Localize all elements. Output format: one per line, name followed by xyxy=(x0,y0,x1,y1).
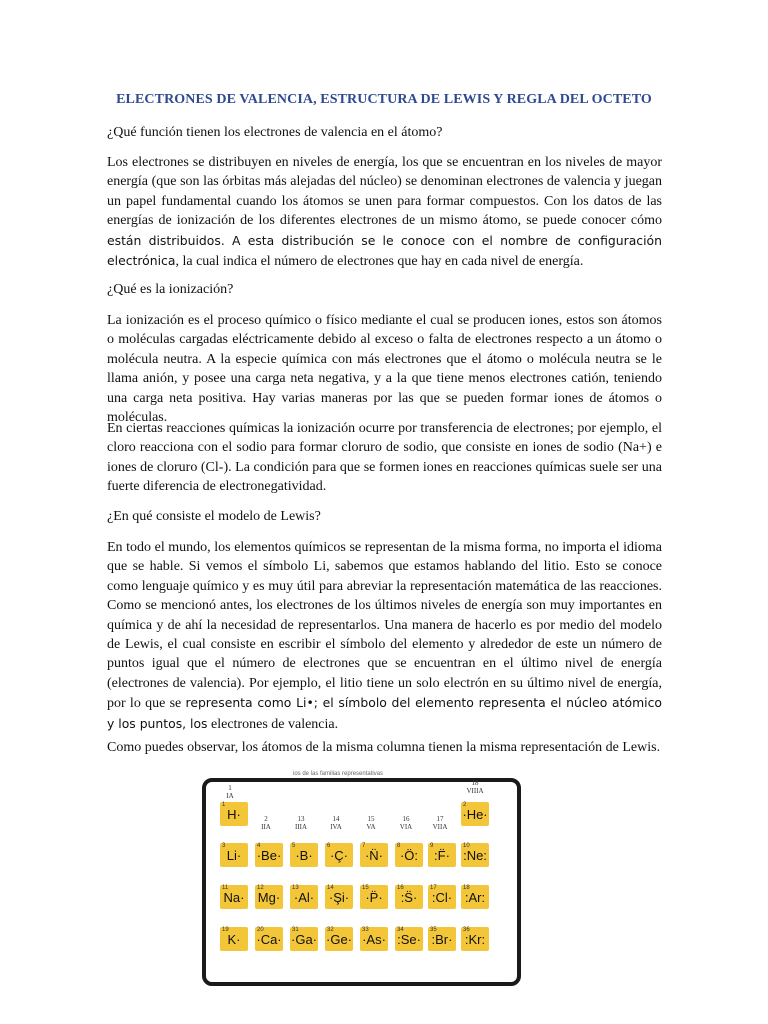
element-cell-na: 11 Na· xyxy=(220,885,248,909)
element-cell-be: 4 ·Be· xyxy=(255,843,283,867)
paragraph-ion-transfer: En ciertas reacciones químicas la ionización ocurre por transferencia de electrones; por ejemplo, el cloro reacciona con el sodio para formar cloruro de sodio, que consiste en iones de sodio (Na+) e iones de cloruro (Cl-). La condición para que se formen iones en reacciones químicas suele ser una fuerte diferencia de electronegatividad. xyxy=(107,421,662,495)
paragraph-valence-part-1: Los electrones se distribuyen en niveles de energía, los que se encuentran en los niveles de mayor energía (que son las órbitas más alejadas del núcleo) se denominan electrones de valencia y juegan un papel fundamental cuando los átomos se unen para formar compuestos. Con los datos de las energías de ionización de los diferentes electrones de un mismo átomo, se puede conocer cómo xyxy=(107,155,662,229)
lewis-periodic-table-figure xyxy=(193,771,523,989)
element-cell-ge: 32 ·Ge· xyxy=(325,927,353,951)
element-cell-s: 16 :S̈· xyxy=(395,885,423,909)
question-lewis-model: ¿En qué consiste el modelo de Lewis? xyxy=(107,509,321,524)
paragraph-lewis-part-2: representa como Li•; el símbolo del elemento representa el núcleo atómico y los puntos, los xyxy=(107,695,662,731)
element-cell-ar: 18 :Ar: xyxy=(461,885,489,909)
paragraph-lewis-part-3: electrones de valencia. xyxy=(207,716,339,732)
element-cell-h: 1 H· xyxy=(220,802,248,826)
group-header-16: 16 VIA xyxy=(399,815,413,831)
paragraph-valence-part-3: , la cual indica el número de electrones que hay en cada nivel de energía. xyxy=(175,254,584,270)
element-cell-ca: 20 ·Ca· xyxy=(255,927,283,951)
figure-caption-top: ios de las familias representativas xyxy=(293,771,384,777)
element-cell-al: 13 ·Al· xyxy=(290,885,318,909)
paragraph-same-column: Como puedes observar, los átomos de la misma columna tienen la misma representación de Lewis. xyxy=(107,740,661,755)
element-cell-br: 35 :Br· xyxy=(428,927,456,951)
group-header-14: 14 IVA xyxy=(330,815,342,831)
question-ionization: ¿Qué es la ionización? xyxy=(107,282,234,297)
element-cell-si: 14 ·Şi· xyxy=(325,885,353,909)
element-cell-c: 6 ·Ç· xyxy=(325,843,353,867)
element-cell-n: 7 ·N̈· xyxy=(360,843,388,867)
element-cell-k: 19 K· xyxy=(220,927,248,951)
paragraph-ionization: La ionización es el proceso químico o físico mediante el cual se producen iones, estos son átomos o moléculas cargadas eléctricamente debido al exceso o falta de electrones respecto a un átomo o molécula neutra. A la especie química con más electrones que el átomo o molécula neutra se le llama anión, y posee una carga neta negativa, y a la que tiene menos electrones catión, teniendo una carga neta positiva. Hay varias maneras por las que se pueden formar iones de átomos o moléculas. xyxy=(107,313,662,426)
element-cell-f: 9 :F̈· xyxy=(428,843,456,867)
element-cell-p: 15 ·P̈· xyxy=(360,885,388,909)
element-cell-cl: 17 :Cl· xyxy=(428,885,456,909)
group-header-17: 17 VIIA xyxy=(432,815,448,831)
group-header-15: 15 VA xyxy=(366,815,376,831)
question-valence-function: ¿Qué función tienen los electrones de valencia en el átomo? xyxy=(107,125,443,140)
element-cell-li: 3 Li· xyxy=(220,843,248,867)
group-header-2: 2 IIA xyxy=(261,815,271,831)
group-header-18: 18 VIIIA xyxy=(466,779,484,795)
element-cell-mg: 12 Mg· xyxy=(255,885,283,909)
element-cell-kr: 36 :Kr: xyxy=(461,927,489,951)
paragraph-valence-electrons xyxy=(107,153,662,271)
element-cell-as: 33 ·As· xyxy=(360,927,388,951)
element-cell-ne: 10 :Ne: xyxy=(461,843,489,867)
paragraph-valence-part-2: están distribuidos. A esta distribución se le conoce con el nombre de configuración electrónica xyxy=(107,232,662,269)
element-cell-b: 5 ·B· xyxy=(290,843,318,867)
paragraph-lewis-part-1: En todo el mundo, los elementos químicos se representan de la misma forma, no importa el idioma que se hable. Si vemos el símbolo Li, sabemos que estamos hablando del litio. Esto se conoce como lenguaje químico y es muy útil para abreviar la representación matemática de las reacciones. Como se mencionó antes, los electrones de los últimos niveles de energía son muy importantes en química y de ahí la necesidad de representarlos. Una manera de hacerlo es por medio del modelo de Lewis, el cual consiste en escribir el símbolo del elemento y alrededor de este un número de puntos igual que el número de electrones que se encuentran en el último nivel de energía (electrones de valencia). Por ejemplo, el litio tiene un solo electrón en su último nivel de energía, por lo que se xyxy=(107,540,662,712)
element-cell-se: 34 :Se· xyxy=(395,927,423,951)
periodic-table-frame xyxy=(202,778,521,986)
element-cell-o: 8 ·Ö: xyxy=(395,843,423,867)
element-cell-ga: 31 ·Ga· xyxy=(290,927,318,951)
group-header-1: 1 IA xyxy=(226,784,234,800)
element-cell-he: 2 ·He· xyxy=(461,802,489,826)
group-header-13: 13 IIIA xyxy=(294,815,308,831)
paragraph-lewis-model xyxy=(107,538,662,734)
document-title: ELECTRONES DE VALENCIA, ESTRUCTURA DE LEWIS Y REGLA DEL OCTETO xyxy=(116,92,652,107)
